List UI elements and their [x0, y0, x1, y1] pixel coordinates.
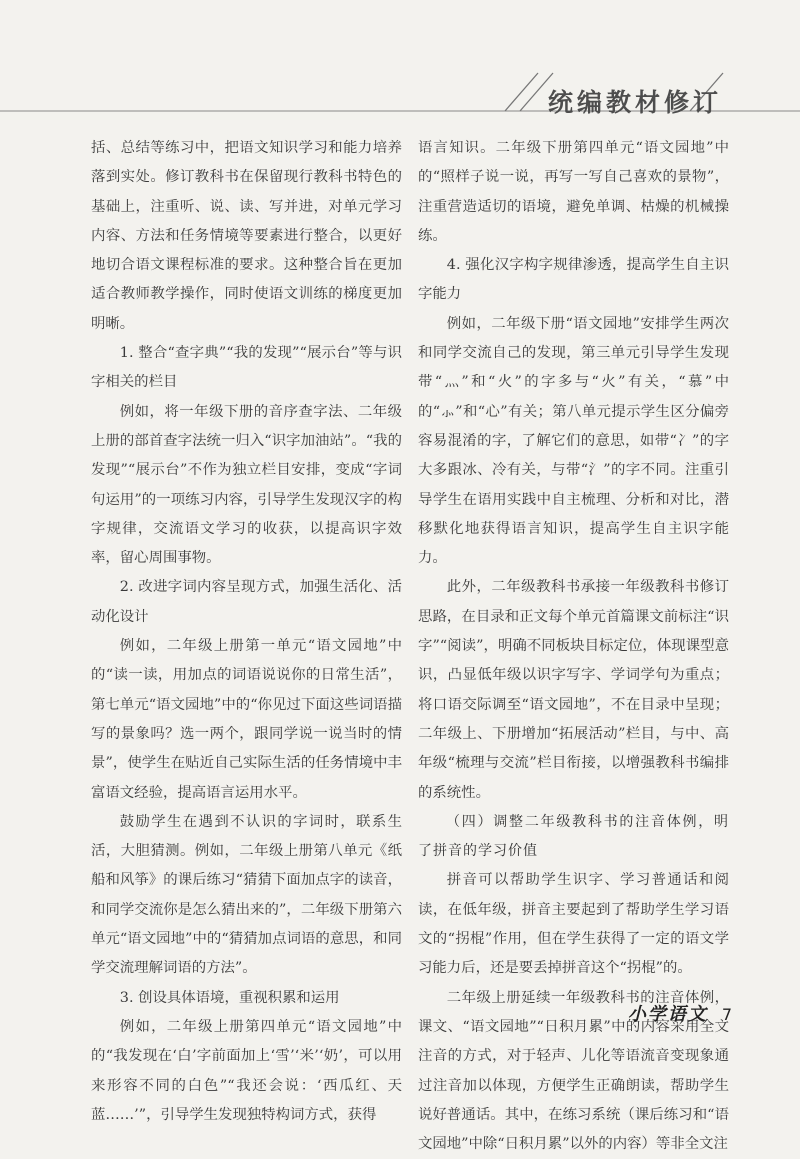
journal-name: 小学语文	[627, 1004, 708, 1025]
paragraph: 例如，将一年级下册的音序查字法、二年级上册的部首查字法统一归入“识字加油站”。“我的发现”“展示台”不作为独立栏目安排，变成“字词句运用”的一项练习内容，引导学生发现汉字的构字规律，交流语文学习的收获，以提高识字效率，留心周围事物。	[91, 403, 402, 567]
paragraph: 鼓励学生在遇到不认识的字词时，联系生活，大胆猜测。例如，二年级上册第八单元《纸船和风筝》的课后练习“猜猜下面加点字的读音，和同学交流你是怎么猜出来的”，二年级下册第六单元“语文园地”中的“猜猜加点词语的意思，和同学交流理解词语的方法”。	[91, 813, 402, 977]
paragraph: 拼音可以帮助学生识字、学习普通话和阅读，在低年级，拼音主要起到了帮助学生学习语文的“拐棍”作用，但在学生获得了一定的语文学习能力后，还是要丢掉拼音这个“拐棍”的。	[418, 872, 729, 977]
page-header	[0, 0, 800, 130]
paragraph: 4. 强化汉字构字规律渗透，提高学生自主识字能力	[418, 257, 729, 303]
page-footer	[628, 1000, 732, 1026]
paragraph: 3. 创设具体语境，重视积累和运用	[119, 989, 340, 1006]
section-title: 统编教材修订	[548, 88, 723, 117]
paragraph: 2. 改进字词内容呈现方式，加强生活化、活动化设计	[91, 579, 402, 625]
paragraph: 二年级上册延续一年级教科书的注音体例，课文、“语文园地”“日积月累”中的内容采用全文注音的方式，对于轻声、儿化等语流音变现象通过注音加以体现，方便学生正确朗读，帮助学生说好普通话。其中，在练习系统（课后练习和“语文园地”中除“日积月累”以外的内容）等非全文注	[418, 989, 729, 1153]
paragraph: 语言知识。二年级下册第四单元“语文园地”中的“照样子说一说，再写一写自己喜欢的景物”，注重营造适切的语境，避免单调、枯燥的机械操练。	[418, 140, 729, 244]
paragraph: 括、总结等练习中，把语文知识学习和能力培养落到实处。修订教科书在保留现行教科书特色的基础上，注重听、说、读、写并进，对单元学习内容、方法和任务情境等要素进行整合，以更好地切合语文课程标准的要求。这种整合旨在更加适合教师教学操作，同时使语文训练的梯度更加明晰。	[91, 140, 402, 332]
section-subheading: （四）调整二年级教科书的注音体例，明了拼音的学习价值	[418, 813, 729, 860]
paragraph: 此外，二年级教科书承接一年级教科书修订思路，在目录和正文每个单元首篇课文前标注“识字”“阅读”，明确不同板块目标定位，体现课型意识，凸显低年级以识字写字、学词学句为重点；将口语交际调至“语文园地”，不在目录中呈现；二年级上、下册增加“拓展活动”栏目，与中、高年级“梳理与交流”栏目衔接，以增强教科书编排的系统性。	[418, 579, 729, 801]
paragraph: 例如，二年级上册第四单元“语文园地”中的“我发现在‘白’字前面加上‘雪’‘米’‘奶’，可以用来形容不同的白色”“我还会说：‘西瓜红、天蓝……’”，引导学生发现独特构词方式，获得	[91, 1018, 402, 1123]
paragraph: 例如，二年级上册第一单元“语文园地”中的“读一读，用加点的词语说说你的日常生活”，第七单元“语文园地”中的“你见过下面这些词语描写的景象吗？选一两个，跟同学说一说当时的情景”，使学生在贴近自己实际生活的任务情境中丰富语文经验，提高语言运用水平。	[91, 638, 402, 801]
left-column	[91, 134, 402, 1130]
paragraph: 例如，二年级下册“语文园地”安排学生两次和同学交流自己的发现，第三单元引导学生发现带“灬”和“火”的字多与“火”有关，“慕”中的“⺗”和“心”有关；第八单元提示学生区分偏旁容易混淆的字，了解它们的意思，如带“冫”的字大多跟冰、冷有关，与带“氵”的字不同。注重引导学生在语用实践中自主梳理、分析和对比，潜移默化地获得语言知识，提高学生自主识字能力。	[418, 315, 729, 567]
page-number: 7	[721, 1005, 732, 1024]
paragraph: 1. 整合“查字典”“我的发现”“展示台”等与识字相关的栏目	[91, 345, 402, 391]
